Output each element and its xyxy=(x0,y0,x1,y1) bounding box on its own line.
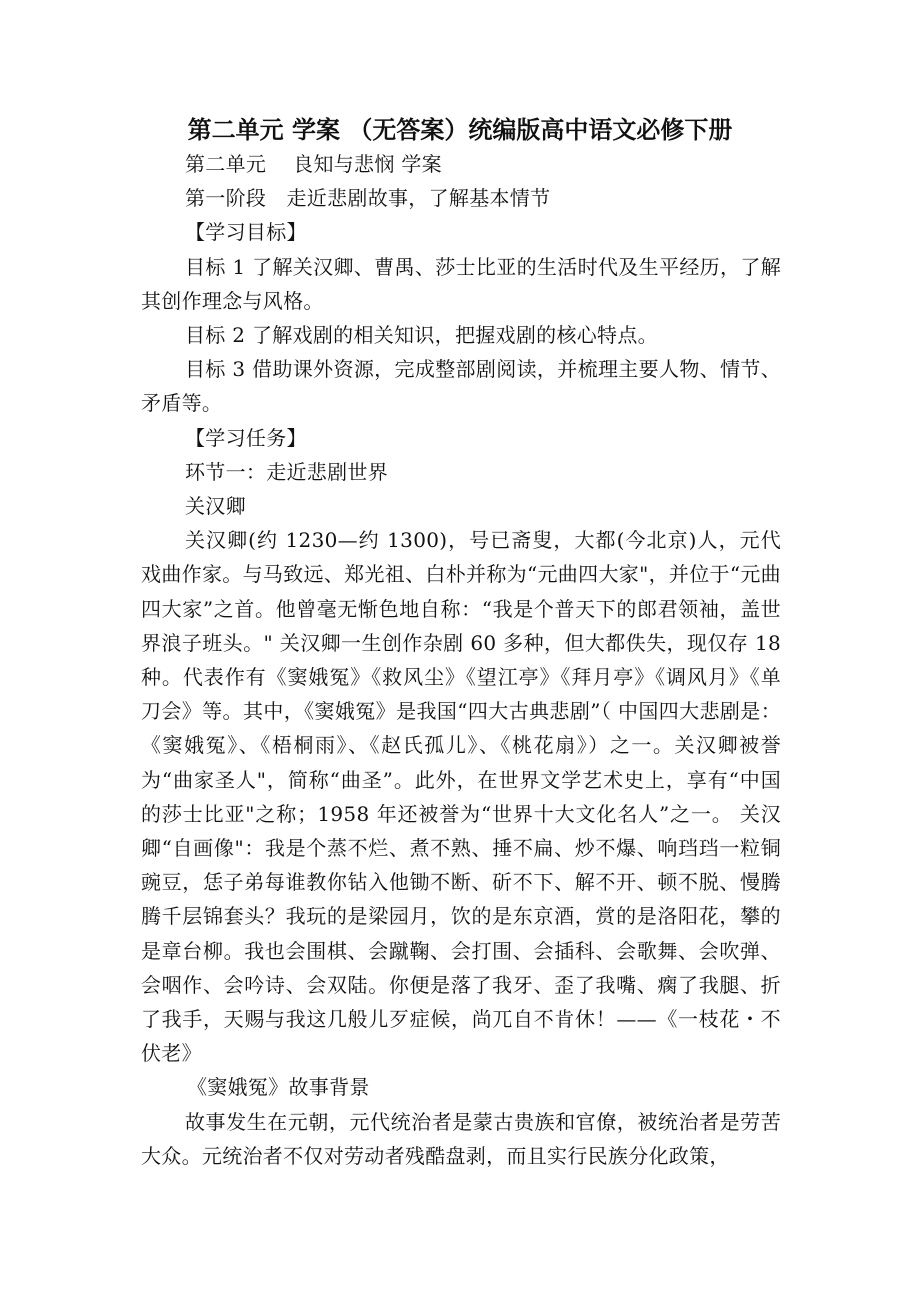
goal-3-paragraph: 目标 3 借助课外资源，完成整部剧阅读，并梳理主要人物、情节、矛盾等。 xyxy=(141,357,781,416)
learning-tasks-heading: 【学习任务】 xyxy=(185,425,307,450)
goal-2-paragraph: 目标 2 了解戏剧的相关知识，把握戏剧的核心特点。 xyxy=(185,323,658,348)
stage-heading: 第一阶段 走近悲剧故事，了解基本情节 xyxy=(185,186,551,211)
document-body xyxy=(141,147,781,1173)
learning-goals-heading: 【学习目标】 xyxy=(185,220,307,245)
goal-1-paragraph: 目标 1 了解关汉卿、曹禺、莎士比亚的生活时代及生平经历，了解其创作理念与风格。 xyxy=(141,254,781,313)
author-biography-paragraph: 关汉卿(约 1230—约 1300)，号已斋叟，大都(今北京)人，元代戏曲作家。与马致远、郑光祖、白朴并称为“元曲四大家"，并位于“元曲四大家”之首。他曾毫无惭色地自称：“我是个普天下的郎君领袖，盖世界浪子班头。" 关汉卿一生创作杂剧 60 多种，但大都佚失，现仅存 18 种。代表作有《窦娥冤》《救风尘》《望江亭》《拜月亭》《调风月》《单刀会》等。其中，《窦娥冤》是我国“四大古典悲剧”（ 中国四大悲剧是：《窦娥冤》、《梧桐雨》、《赵氏孤儿》、《桃花扇》）之一。关汉卿被誉为“曲家圣人"，简称“曲圣”。此外，在世界文学艺术史上，享有“中国的莎士比亚"之称；1958 年还被誉为“世界十大文化名人”之一。 关汉卿“自画像"：我是个蒸不烂、煮不熟、捶不扁、炒不爆、响珰珰一粒铜豌豆，恁子弟每谁教你钻入他锄不断、斫不下、解不开、顿不脱、慢腾腾千层锦套头？我玩的是梁园月，饮的是东京酒，赏的是洛阳花，攀的是章台柳。我也会围棋、会蹴鞠、会打围、会插科、会歌舞、会吹弹、会咽作、会吟诗、会双陆。你便是落了我牙、歪了我嘴、瘸了我腿、折了我手，天赐与我这几般儿歹症候，尚兀自不肯休！——《一枝花・不伏老》 xyxy=(141,528,781,1066)
section-one-heading: 环节一：走近悲剧世界 xyxy=(185,459,388,484)
document-title: 第二单元 学案 （无答案）统编版高中语文必修下册 xyxy=(187,116,733,144)
author-heading: 关汉卿 xyxy=(185,494,246,519)
unit-heading: 第二单元 良知与悲悯 学案 xyxy=(185,152,442,176)
story-background-paragraph: 故事发生在元朝，元代统治者是蒙古贵族和官僚，被统治者是劳苦大众。元统治者不仅对劳动者残酷盘剥，而且实行民族分化政策， xyxy=(141,1109,781,1168)
story-background-heading: 《窦娥冤》故事背景 xyxy=(187,1075,370,1100)
